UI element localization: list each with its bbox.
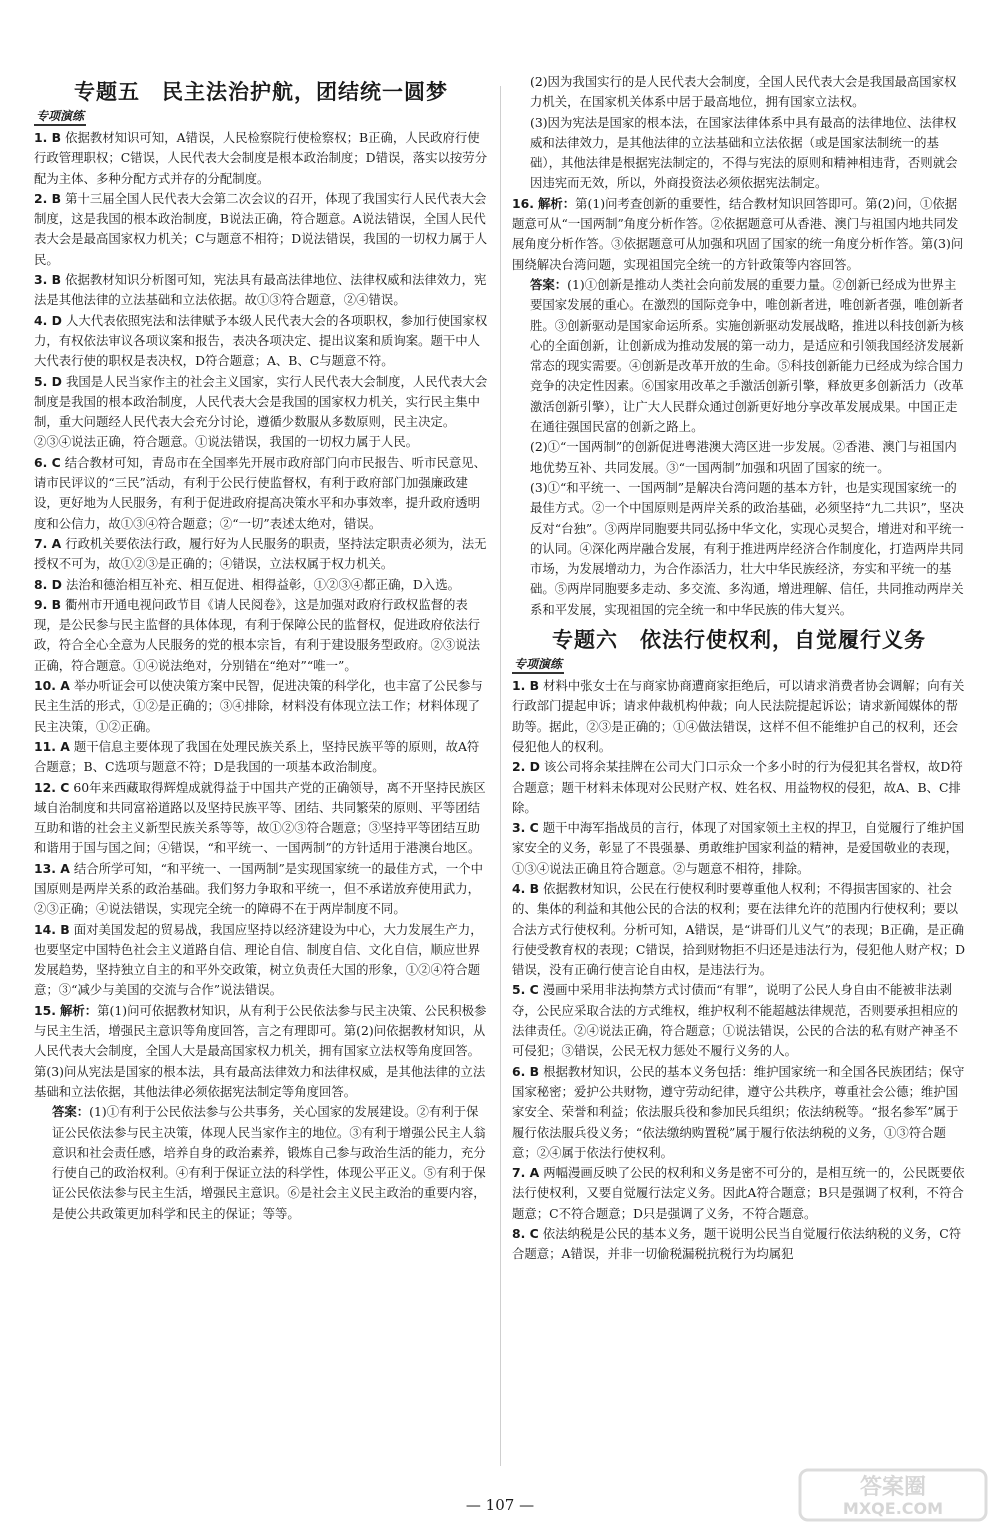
answer-item-number: 4. D: [34, 312, 62, 328]
topic6-section-tag: 专项演练: [512, 656, 564, 674]
topic6-title: 专题六 依法行使权利，自觉履行义务: [552, 628, 926, 653]
q16-analysis: [512, 194, 966, 275]
answer-item-number: 7. A: [512, 1165, 540, 1181]
answer-item-number: 3. C: [512, 820, 539, 836]
answer-item-text: 漫画中采用非法拘禁方式讨债而“有罪”，说明了公民人身自由不能被非法剥夺，公民应采取合法的方式维权，维护权利不能超越法律规范，否则要承担相应的法律责任。②④说法正确，符合题意；①说法错误，公民的合法的私有财产神圣不可侵犯；③错误，公民无权力惩处不履行义务的人。: [512, 982, 959, 1059]
q16: [512, 194, 966, 620]
answer-item-text: 我国是人民当家作主的社会主义国家，实行人民代表大会制度，人民代表大会制度是我国的根本政治制度，人民代表大会是我国的国家权力机关，实行民主集中制，重大问题经人民代表大会充分讨论，遵循少数服从多数原则，民主决定。②③④说法正确，符合题意。①说法错误，我国的一切权力属于人民。: [34, 373, 488, 450]
answer-item-text: 两幅漫画反映了公民的权利和义务是密不可分的，是相互统一的，公民既要依法行使权利，又要自觉履行法定义务。因此A符合题意；B只是强调了权利，不符合题意；C不符合题意；D只是强调了义务，不符合题意。: [512, 1165, 965, 1221]
answer-item: [34, 311, 488, 372]
answer-item-number: 13. A: [34, 860, 70, 876]
topic5-section-tag: 专项演练: [34, 108, 86, 126]
topic5-title: 专题五 民主法治护航，团结统一圆梦: [74, 80, 448, 104]
q15-answer-label: 答案：: [52, 1104, 90, 1120]
answer-item: [34, 453, 488, 534]
answer-item-number: 4. B: [512, 880, 540, 896]
answer-item: [512, 757, 966, 818]
answer-item-number: 8. C: [512, 1226, 539, 1242]
q15-answer-1: [34, 1102, 488, 1224]
answer-item: [512, 1163, 966, 1224]
answer-item-text: 依据教材知识，公民在行使权利时要尊重他人权利；不得损害国家的、社会的、集体的利益和其他公民的合法的权利；要在法律允许的范围内行使权利；要以合法方式行使权利。分析可知，A错误，是“讲哥们儿义气”的表现；B正确，是正确行使受教育权的表现；C错误，拾到财物拒不归还是违法行为，侵犯他人财产权；D错误，没有正确行使言论自由权，是违法行为。: [512, 880, 966, 978]
answer-item: [512, 980, 966, 1061]
answer-item-text: 题干信息主要体现了我国在处理民族关系上，坚持民族平等的原则，故A符合题意；B、C选项与题意不符；D是我国的一项基本政治制度。: [34, 738, 480, 775]
answer-item: [512, 1062, 966, 1163]
answer-item: [34, 859, 488, 920]
answer-item: [512, 879, 966, 980]
answer-item: [34, 676, 488, 737]
right-column: [512, 72, 966, 1265]
answer-item-number: 8. D: [34, 576, 62, 592]
answer-item: [34, 128, 488, 189]
watermark-logo-graphic: [798, 1464, 988, 1526]
answer-item: [34, 778, 488, 859]
answer-item-number: 9. B: [34, 596, 62, 612]
answer-item-number: 12. C: [34, 779, 70, 795]
answer-item-number: 10. A: [34, 678, 70, 694]
answer-item-text: 题干中海军指战员的言行，体现了对国家领土主权的捍卫，自觉履行了维护国家安全的义务，彰显了不畏强暴、勇敢维护国家利益的精神，是爱国敬业的表现，①③④说法正确且符合题意。②与题意不相符，排除。: [512, 820, 965, 876]
svg-text:答案圈: 答案圈: [859, 1475, 927, 1500]
answer-item-number: 6. B: [512, 1063, 540, 1079]
q16-answer-1-text: (1)①创新是推动人类社会向前发展的重要力量。②创新已经成为世界主要国家发展的重心。在激烈的国际竞争中，唯创新者进，唯创新者强，唯创新者胜。③创新驱动是国家命运所系。实施创新驱动发展战略，推进以科技创新为核心的全面创新，让创新成为推动发展的第一动力，是适应和引领我国经济发展新常态的现实需要。④创新是改革开放的生命。⑤科技创新能力已经成为综合国力竞争的决定性因素。⑥国家用改革之手激活创新引擎，释放更多创新活力（改革激活创新引擎），让广大人民群众通过创新更好地分享改革发展成果。中国正走在通往强国民富的创新之路上。: [530, 276, 964, 435]
answer-item-text: 举办听证会可以使决策方案中民智，促进决策的科学化，也丰富了公民参与民主生活的形式，①②是正确的；③④排除，材料没有体现立法工作；材料体现了民主决策，①②正确。: [34, 678, 483, 734]
answer-item-text: 结合教材可知，青岛市在全国率先开展市政府部门向市民报告、听市民意见、请市民评议的“三民”活动，有利于公民行使监督权，有利于政府部门加强廉政建设，更好地为人民服务，有利于促进政府提高决策水平和办事效率，提升政府透明度和公信力，故①③④符合题意；②“一切”表述太绝对，错误。: [34, 454, 487, 531]
q16-number: 16.: [512, 195, 534, 211]
left-column: [34, 70, 488, 1224]
answer-item: [34, 737, 488, 778]
q16-answer-2: (2)①“一国两制”的创新促进粤港澳大湾区进一步发展。②香港、澳门与祖国内地优势互补、共同发展。③“一国两制”加强和巩固了国家的统一。: [530, 439, 957, 475]
answer-item: [512, 1224, 966, 1265]
q16-answer-3: (3)①“和平统一、一国两制”是解决台湾问题的基本方针，也是实现国家统一的最佳方式。②一个中国原则是两岸关系的政治基础，必须坚持“九二共识”，坚决反对“台独”。③两岸同胞要共同弘扬中华文化，实现心灵契合，增进对和平统一的认同。④深化两岸融合发展，有利于推进两岸经济合作制度化，打造两岸共同市场，为发展增动力，为合作添活力，壮大中华民族经济，夯实和平统一的基础。⑤两岸同胞要多走动、多交流、多沟通，增进理解、信任，共同推动两岸关系和平发展，实现祖国的完全统一和中华民族的伟大复兴。: [530, 479, 964, 617]
answer-item: [512, 676, 966, 757]
answer-item: [512, 818, 966, 879]
answer-item-text: 衢州市开通电视问政节目《请人民阅卷》，这是加强对政府行政权监督的表现，是公民参与民主监督的具体体现，有利于保障公民的监督权，促进政府依法行政，符合全心全意为人民服务的党的根本宗旨，有利于建设服务型政府。②③说法正确，符合题意。①④说法绝对，分别错在“绝对”“唯一”。: [34, 596, 481, 673]
answer-item-text: 材料中张女士在与商家协商遭商家拒绝后，可以请求消费者协会调解；向有关行政部门提起申诉；请求仲裁机构仲裁；向人民法院提起诉讼；请求新闻媒体的帮助等。据此，②③是正确的；①④做法错误，这样不但不能维护自己的权利，还会侵犯他人的权利。: [512, 678, 965, 754]
column-divider: [500, 86, 501, 1466]
q15-answer-3: (3)因为宪法是国家的根本法，在国家法律体系中具有最高的法律地位、法律权威和法律效力，是其他法律的立法基础和立法依据（或是国家法制统一的基础），其他法律是根据宪法制定的，不得与宪法的原则和精神相违背，否则就会因违宪而无效，所以，外商投资法必须依据宪法制定。: [530, 114, 958, 191]
answer-item-text: 依据教材知识可知，A错误，人民检察院行使检察权；B正确，人民政府行使行政管理职权；C错误，人民代表大会制度是根本政治制度；D错误，落实以按劳分配为主体、多种分配方式并存的分配制度。: [34, 130, 488, 186]
answer-item-text: 60年来西藏取得辉煌成就得益于中国共产党的正确领导，离不开坚持民族区域自治制度和共同富裕道路以及坚持民族平等、团结、共同繁荣的原则、平等团结互助和谐的社会主义新型民族关系等等，故①②③符合题意；③坚持平等团结互助和谐用于国与国之间；④错误，“和平统一、一国两制”的方针适用于港澳台地区。: [34, 779, 486, 856]
answer-item-number: 1. B: [512, 678, 540, 694]
answer-item-number: 14. B: [34, 921, 70, 937]
answer-item-text: 依据教材知识分析图可知，宪法具有最高法律地位、法律权威和法律效力，宪法是其他法律的立法基础和立法依据。故①③符合题意，②④错误。: [34, 272, 487, 308]
q15-answer-1-text: (1)①有利于公民依法参与公共事务，关心国家的发展建设。②有利于保证公民依法参与民主决策，体现人民当家作主的地位。③有利于增强公民主人翁意识和社会责任感，培养自身的政治素养，锻炼自己参与政治生活的能力，充分行使自己的政治权利。④有利于保证立法的科学性，体现公平正义。⑤有利于保证公民依法参与民主生活，增强民主意识。⑥是社会主义民主政治的重要内容，是使公共政策更加科学和民主的保证；等等。: [52, 1104, 486, 1221]
svg-text:MXQE.COM: MXQE.COM: [842, 1499, 944, 1518]
q15-answer-2: (2)因为我国实行的是人民代表大会制度，全国人民代表大会是我国最高国家权力机关，在国家机关体系中居于最高地位，拥有国家立法权。: [530, 74, 957, 110]
q16-answer-1: [512, 275, 966, 437]
answer-item-text: 面对美国发起的贸易战，我国应坚持以经济建设为中心，大力发展生产力，也要坚定中国特色社会主义道路自信、理论自信、制度自信、文化自信，顺应世界发展趋势，坚持独立自主的和平外交政策，树立负责任大国的形象，①②④符合题意；③“减少与美国的交流与合作”说法错误。: [34, 921, 483, 998]
q16-analysis-label: 解析：: [537, 195, 576, 211]
answer-item-number: 2. D: [512, 759, 540, 775]
answer-item-text: 依法纳税是公民的基本义务，题干说明公民当自觉履行依法纳税的义务，C符合题意；A错误，并非一切偷税漏税抗税行为均属犯: [512, 1226, 962, 1262]
answer-item-number: 2. B: [34, 190, 62, 206]
answer-item-text: 法治和德治相互补充、相互促进、相得益彰，①②③④都正确，D入选。: [65, 576, 460, 592]
answer-item: [34, 189, 488, 270]
answer-item-number: 5. D: [34, 373, 62, 389]
answer-item: [34, 595, 488, 676]
answer-item: [34, 920, 488, 1001]
answer-item: [34, 372, 488, 453]
topic5-items: [34, 128, 488, 1001]
answer-item-number: 5. C: [512, 982, 539, 998]
topic6-items: [512, 676, 966, 1265]
answer-item-text: 该公司将余某挂牌在公司大门口示众一个多小时的行为侵犯其名誉权，故D符合题意；题干材料未体现对公民财产权、姓名权、用益物权的侵犯，故A、B、C排除。: [512, 759, 963, 815]
answer-item-text: 第十三届全国人民代表大会第二次会议的召开，体现了我国实行人民代表大会制度，这是我国的根本政治制度，B说法正确，符合题意。A说法错误，全国人民代表大会是最高国家权力机关；C与题意不相符；D说法错误，我国的一切权力属于人民。: [34, 190, 488, 267]
answer-item-number: 11. A: [34, 738, 70, 754]
q16-answer-label: 答案：: [530, 276, 568, 292]
answer-item-number: 6. C: [34, 454, 61, 470]
answer-item-number: 1. B: [34, 130, 62, 145]
answer-item: [34, 575, 488, 595]
q15-analysis: [34, 1001, 488, 1102]
q16-analysis-text: 第(1)问考查创新的重要性，结合教材知识回答即可。第(2)问，①依据题意可从“一国两制”角度分析作答。②依据题意可从香港、澳门与祖国内地共同发展角度分析作答。③依据题意可从加强和巩固了国家的统一角度分析作答。第(3)问围绕解决台湾问题，实现祖国完全统一的方针政策等内容回答。: [512, 195, 964, 272]
q15-analysis-text: 第(1)问可依据教材知识，从有利于公民依法参与民主决策、公民积极参与民主生活，增强民主意识等角度回答，言之有理即可。第(2)问依据教材知识，从人民代表大会制度，全国人大是最高国家权力机关，拥有国家立法权等角度回答。第(3)问从宪法是国家的根本法，具有最高法律效力和法律权威，是其他法律的立法基础和立法依据，其他法律必须依据宪法制定等角度回答。: [34, 1002, 487, 1099]
answer-item-number: 3. B: [34, 272, 62, 288]
answer-item-text: 结合所学可知，“和平统一、一国两制”是实现国家统一的最佳方式，一个中国原则是两岸关系的政治基础。我们努力争取和平统一，但不承诺放弃使用武力，②③正确；④说法错误，实现完全统一的障碍不在于两岸制度不同。: [34, 860, 484, 917]
answer-item-text: 人大代表依照宪法和法律赋予本级人民代表大会的各项职权，参加行使国家权力，有权依法审议各项议案和报告，表决各项决定、提出议案和质询案。题干中人大代表行使的职权是表决权，D符合题意；A、B、C与题意不符。: [34, 312, 488, 369]
answer-item-number: 7. A: [34, 535, 62, 551]
answer-item-text: 行政机关要依法行政，履行好为人民服务的职责，坚持法定职责必须为，法无授权不可为，故①②③是正确的；④错误，立法权属于权力机关。: [34, 535, 487, 572]
q15-analysis-label: 解析：: [59, 1002, 98, 1018]
answer-item: [34, 534, 488, 575]
answer-item-text: 根据教材知识，公民的基本义务包括：维护国家统一和全国各民族团结；保守国家秘密；爱护公共财物，遵守劳动纪律，遵守公共秩序，尊重社会公德；维护国家安全、荣誉和利益；依法服兵役和参加民兵组织；依法纳税等。“报名参军”属于履行依法服兵役义务；“依法缴纳购置税”属于履行依法纳税的义务，①③符合题意；②④属于依法行使权利。: [512, 1063, 965, 1160]
answer-item: [34, 270, 488, 311]
page-number: — 107 —: [465, 1496, 535, 1514]
site-watermark-logo: [798, 1464, 988, 1526]
q15: [34, 1001, 488, 1224]
q15-number: 15.: [34, 1002, 56, 1018]
